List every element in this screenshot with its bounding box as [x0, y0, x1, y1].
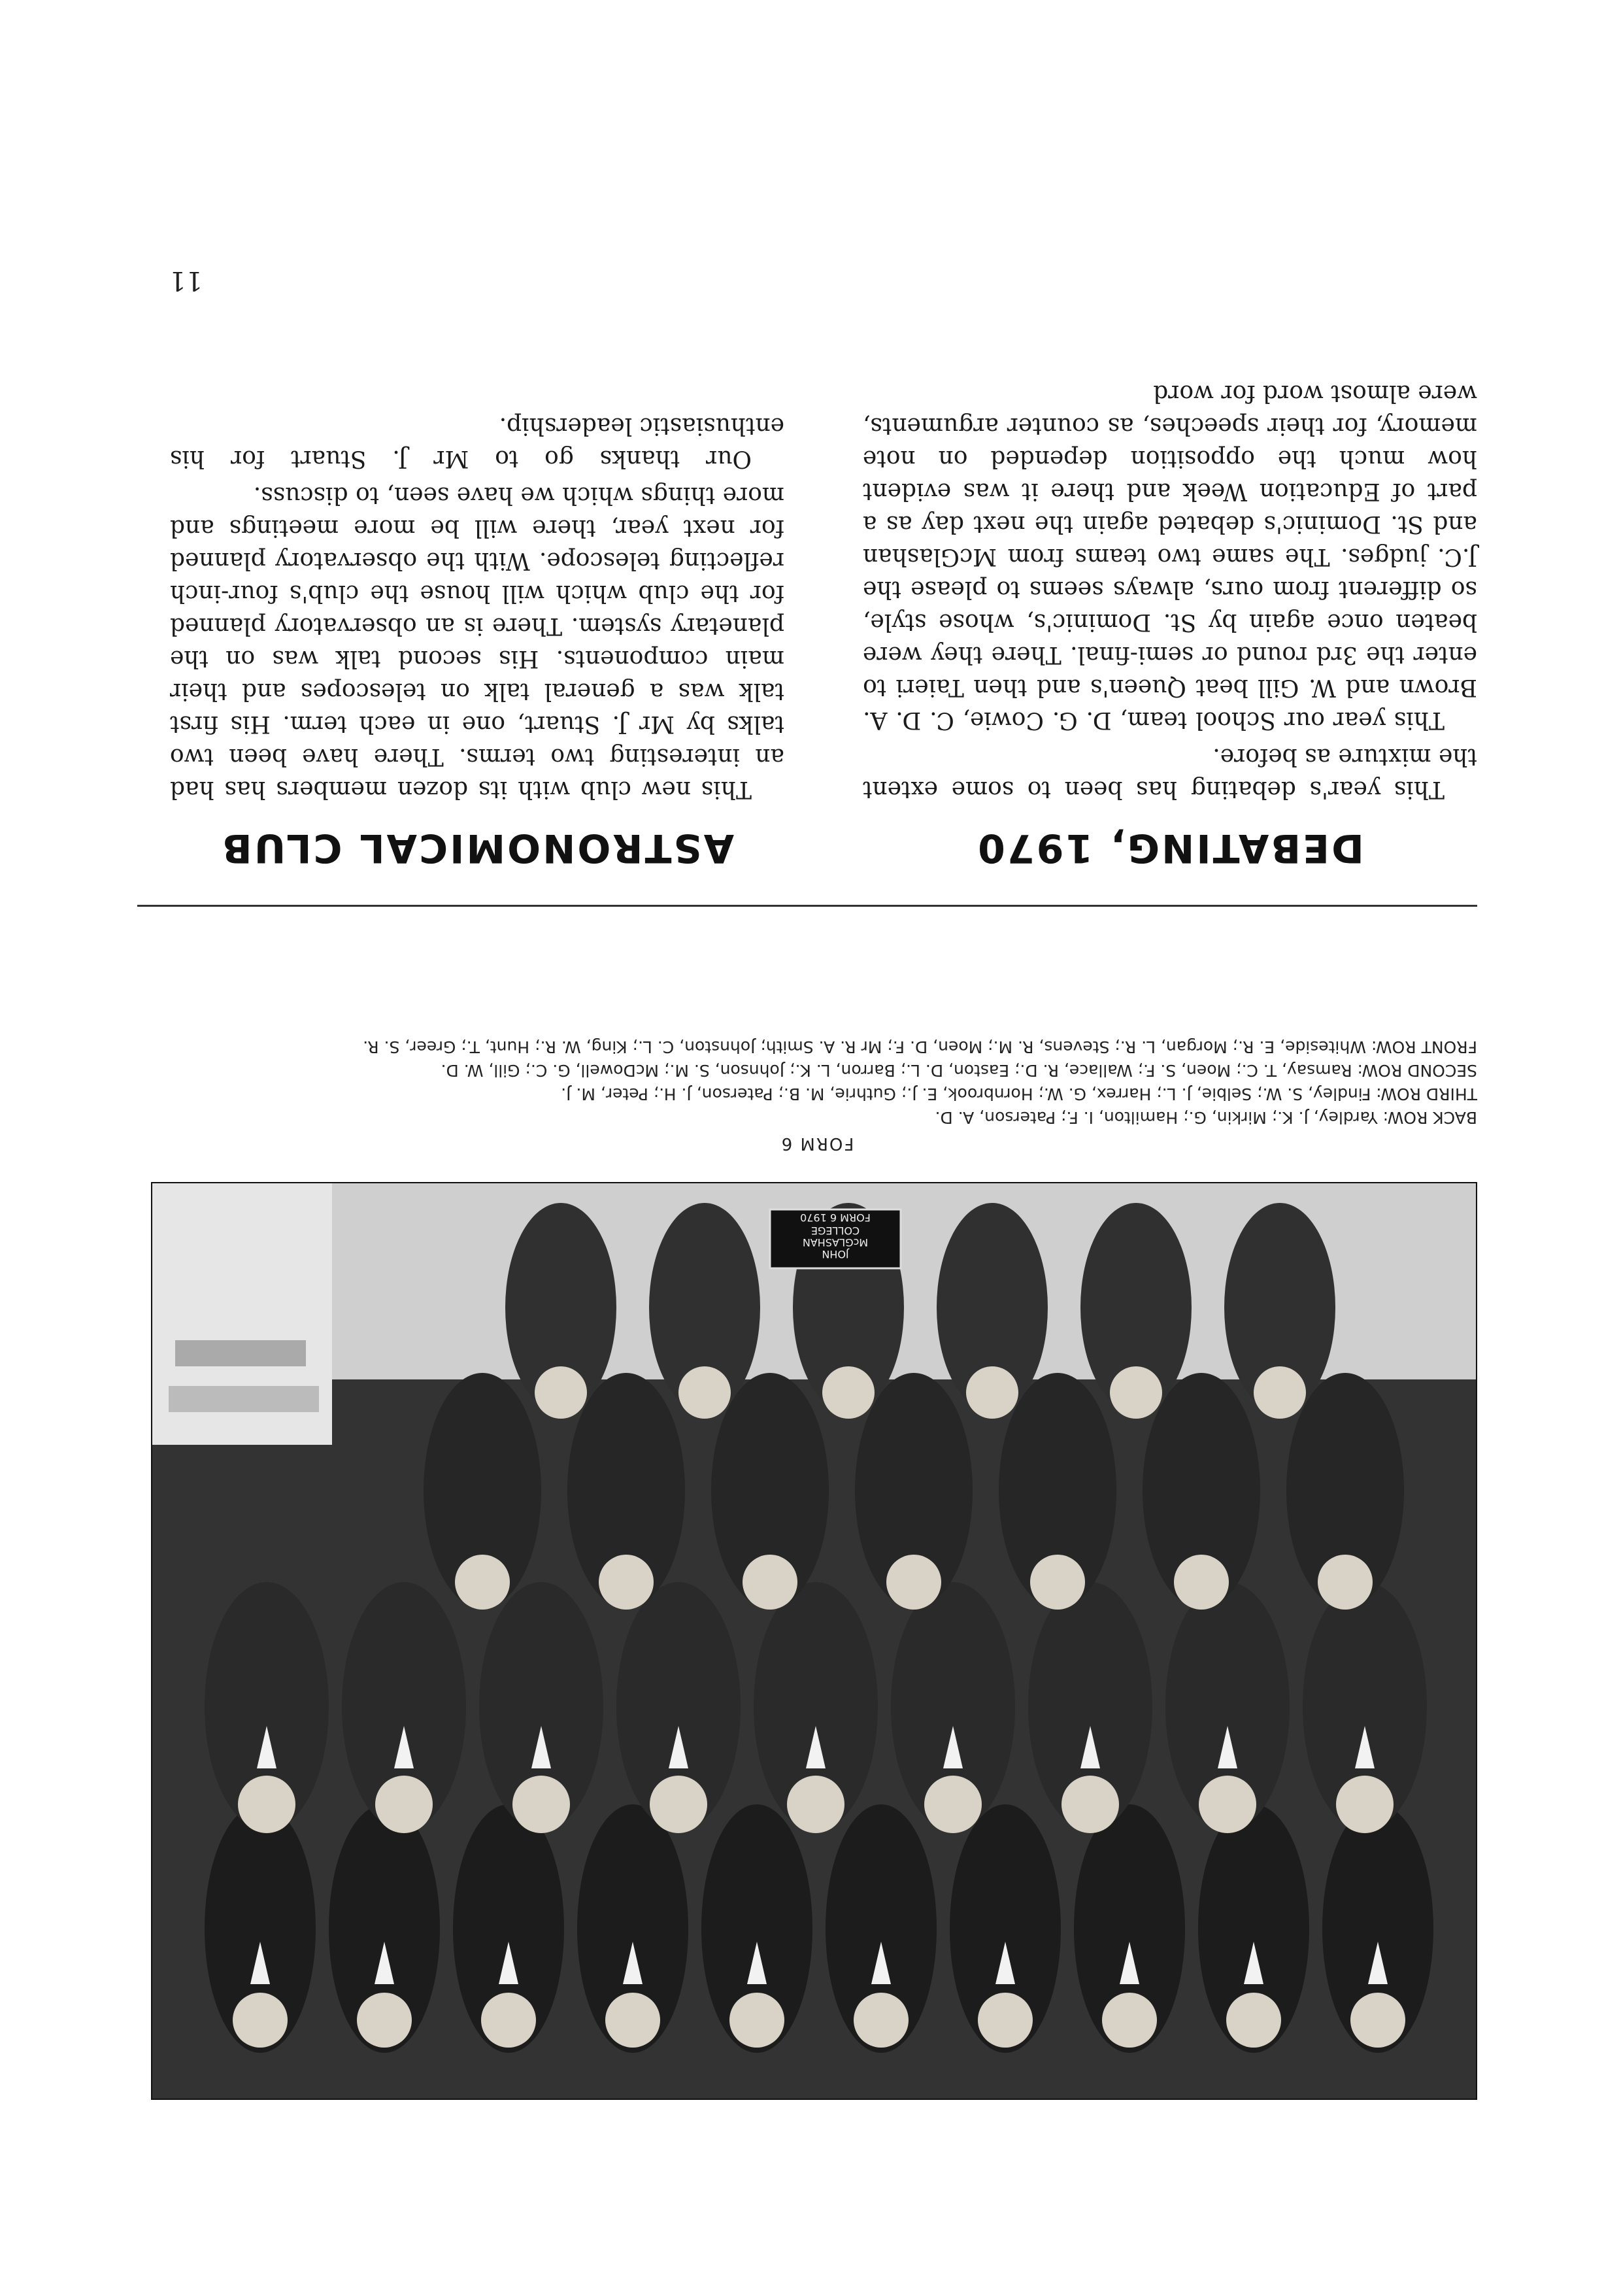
plaque-line-2: McGLASHAN: [802, 1236, 869, 1249]
page-number: 11: [169, 265, 203, 295]
form-6-photograph: [151, 1182, 1477, 2100]
debating-heading: DEBATING, 1970: [976, 825, 1364, 871]
plaque-line-3: COLLEGE: [811, 1224, 860, 1237]
astronomical-paragraph: Our thanks go to Mr J. Stuart for his enthusiastic leadership.: [170, 413, 784, 472]
plaque-line-4: FORM 6 1970: [800, 1211, 871, 1224]
debating-article: [863, 373, 1477, 871]
photo-illustration: [152, 1183, 1476, 2099]
astronomical-club-heading: ASTRONOMICAL CLUB: [220, 825, 735, 871]
section-divider: [137, 905, 1477, 907]
photo-caption: [157, 1035, 1477, 1155]
caption-second-row: SECOND ROW: Ramsay, T. C.; Moen, S. F.; Wallace, R. D.; Easton, D. L.; Barron, L. K.; Johnson, S. M.; McDowell, G. C.; Gill, W. D.: [441, 1061, 1477, 1080]
caption-title: FORM 6: [780, 1134, 854, 1153]
debating-paragraph: This year's debating has been to some extent the mixture as before.: [863, 743, 1477, 803]
astronomical-club-article: [170, 405, 784, 871]
debating-paragraph: This year our School team, D. G. Cowie, C. D. A. Brown and W. Gill beat Queen's and then Taieri to enter the 3rd round or semi-final. There they were beaten once again by St. Dominic's, whose style, so different from ours, always seems to please the J.C. judges. The same two teams from McGlashan and St. Dominic's debated again the next day as a part of Education Week and there it was evident how much the opposition depended on note memory, for their speeches, as counter arguments, were almost word for word: [863, 380, 1477, 734]
caption-front-row: FRONT ROW: Whiteside, E. R.; Morgan, L. R.; Stevens, R. M.; Moen, D. F.; Mr R. A. Smith; Johnston, C. L.; King, W. R.; Hunt, T.; Greer, S. R.: [363, 1038, 1477, 1056]
astronomical-paragraph: This new club with its dozen members has had an interesting two terms. There have been two talks by Mr J. Stuart, one in each term. His first talk was a general talk on telescopes and their main components. His second talk was on the planetary system. There is an observatory planned for the club which will house the club's four-inch reflecting telescope. With the observatory planned for next year, there will be more meetings and more things which we have seen, to discuss.: [170, 482, 784, 803]
caption-third-row: THIRD ROW: Findley, S. W.; Selbie, J. L.; Harrex, G. W.; Hornbrook, E. J.; Guthrie, M. B.; Paterson, J. H.; Peter, M. J.: [561, 1085, 1477, 1104]
caption-back-row: BACK ROW: Yardley, J. K.; Mirkin, G.; Hamilton, I. F.; Paterson, A. D.: [935, 1108, 1477, 1127]
plaque-line-1: JOHN: [822, 1248, 849, 1260]
